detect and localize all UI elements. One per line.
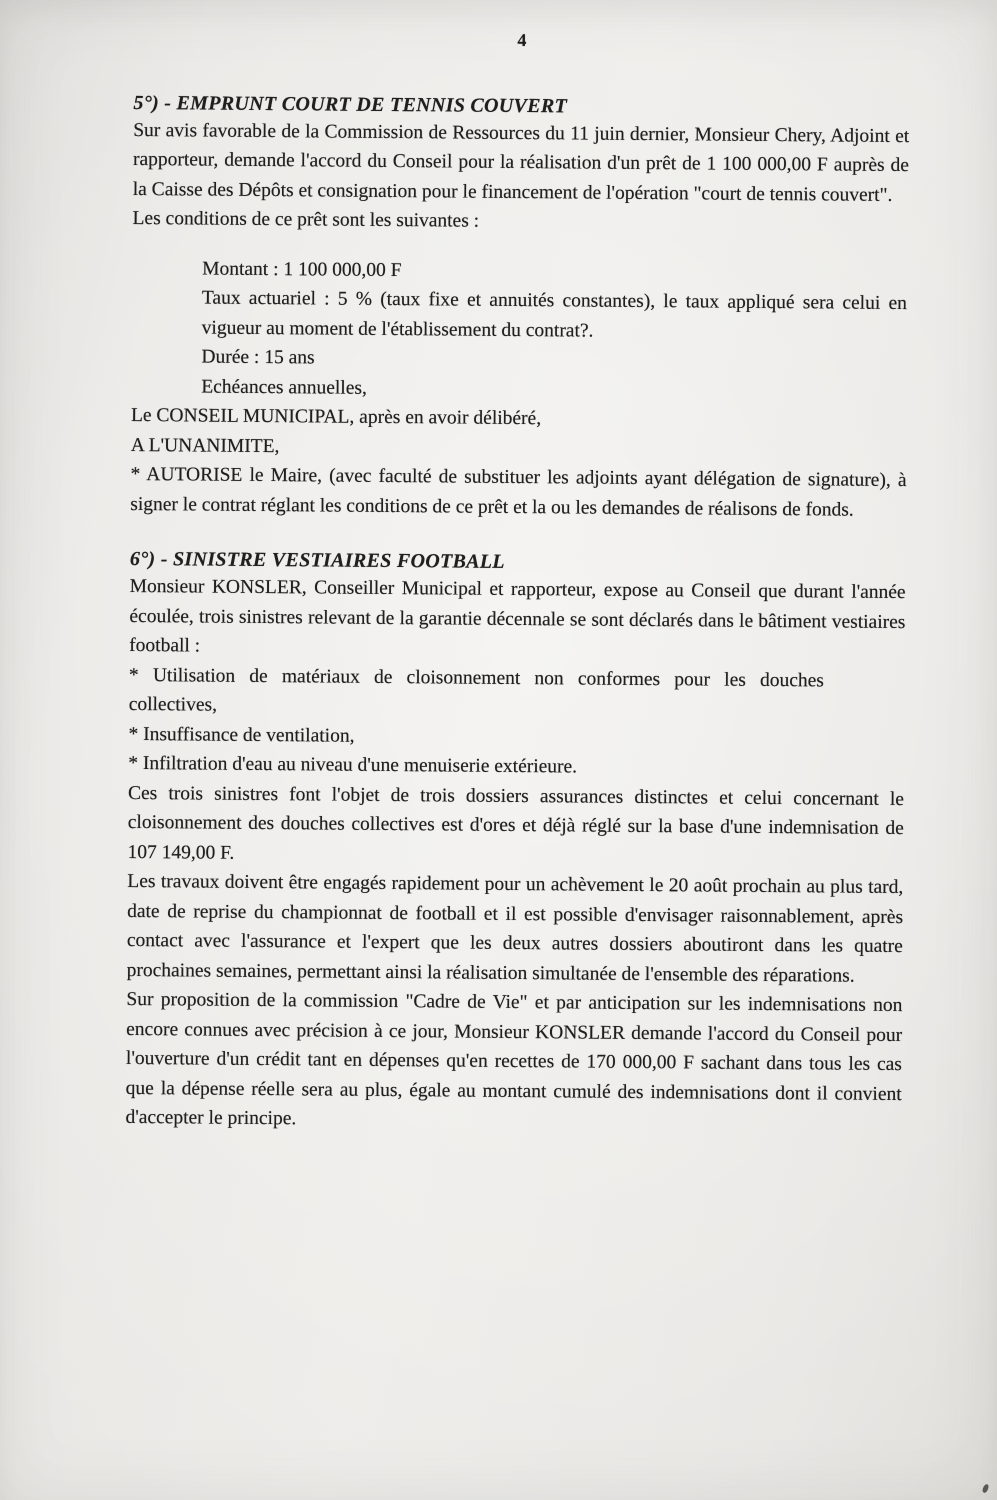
- condition-taux: Taux actuariel : 5 % (taux fixe et annuités constantes), le taux appliqué sera celui en vigueur au moment de l'établissement du contrat?.: [201, 287, 907, 342]
- scan-speck-mark: [982, 1483, 990, 1493]
- page-content: [125, 0, 910, 1139]
- sinistre-item-infiltration: * Infiltration d'eau au niveau d'une menuiserie extérieure.: [128, 752, 578, 778]
- section5-paragraph-intro: Sur avis favorable de la Commission de Ressources du 11 juin dernier, Monsieur Chery, Adjoint et rapporteur, demande l'accord du Conseil pour la réalisation d'un prêt de 1 100 000,00 F auprès de la Caisse des Dépôts et consignation pour le financement de l'opération "court de tennis couvert".: [132, 119, 910, 206]
- section6-paragraph-credit: Sur proposition de la commission "Cadre de Vie" et par anticipation sur les indemnisations non encore connues avec précision à ce jour, Monsieur KONSLER demande l'accord du Conseil pour l'ouverture d'un crédit tant en dépenses qu'en recettes de 170 000,00 F sachant dans tous les cas que la dépense réelle sera au plus, égale au montant cumulé des indemnisations dont il convient d'accepter le principe.: [125, 988, 903, 1130]
- section5-resolution: * AUTORISE le Maire, (avec faculté de substituer les adjoints ayant délégation de signature), à signer le contrat réglant les conditions de ce prêt et la ou les demandes de réalisons de fonds.: [130, 463, 907, 521]
- section5-heading: 5°) - EMPRUNT COURT DE TENNIS COUVERT: [133, 91, 568, 117]
- condition-montant: Montant : 1 100 000,00 F: [202, 258, 402, 281]
- sinistre-item-ventilation: * Insuffisance de ventilation,: [128, 723, 355, 747]
- section6-heading: 6°) - SINISTRE VESTIAIRES FOOTBALL: [129, 547, 505, 573]
- condition-duree: Durée : 15 ans: [201, 346, 315, 369]
- unanimity-line: A L'UNANIMITE,: [130, 434, 280, 457]
- section6-paragraph-dossiers: Ces trois sinistres font l'objet de trois dossiers assurances distinctes et celui concernant le cloisonnement des douches collectives est d'ores et déjà réglé sur la base d'une indemnisation de 107 149,00 F.: [127, 782, 905, 864]
- section6-paragraph-travaux: Les travaux doivent être engagés rapidement pour un achèvement le 20 août prochain au plus tard, date de reprise du championnat de football et il est possible d'envisager raisonnablement, après contact avec l'assurance et l'expert que les deux autres dossiers aboutiront dans les quatre prochaines semaines, permettant ainsi la réalisation simultanée de l'ensemble des réparations.: [126, 870, 904, 987]
- loan-conditions-list: [201, 254, 907, 407]
- loan-conditions-intro: Les conditions de ce prêt sont les suivantes :: [132, 207, 480, 232]
- page-number: 4: [517, 29, 527, 51]
- council-deliberation-line: Le CONSEIL MUNICIPAL, après en avoir délibéré,: [130, 404, 542, 430]
- sinistre-item-cloisonnement: * Utilisation de matériaux de cloisonnement non conformes pour les douches collectives,: [128, 664, 825, 716]
- condition-echeances: Echéances annuelles,: [201, 376, 367, 399]
- section6-paragraph-intro: Monsieur KONSLER, Conseiller Municipal et rapporteur, expose au Conseil que durant l'année écoulée, trois sinistres relevant de la garantie décennale se sont déclarés dans le bâtiment vestiaires football :: [129, 575, 906, 657]
